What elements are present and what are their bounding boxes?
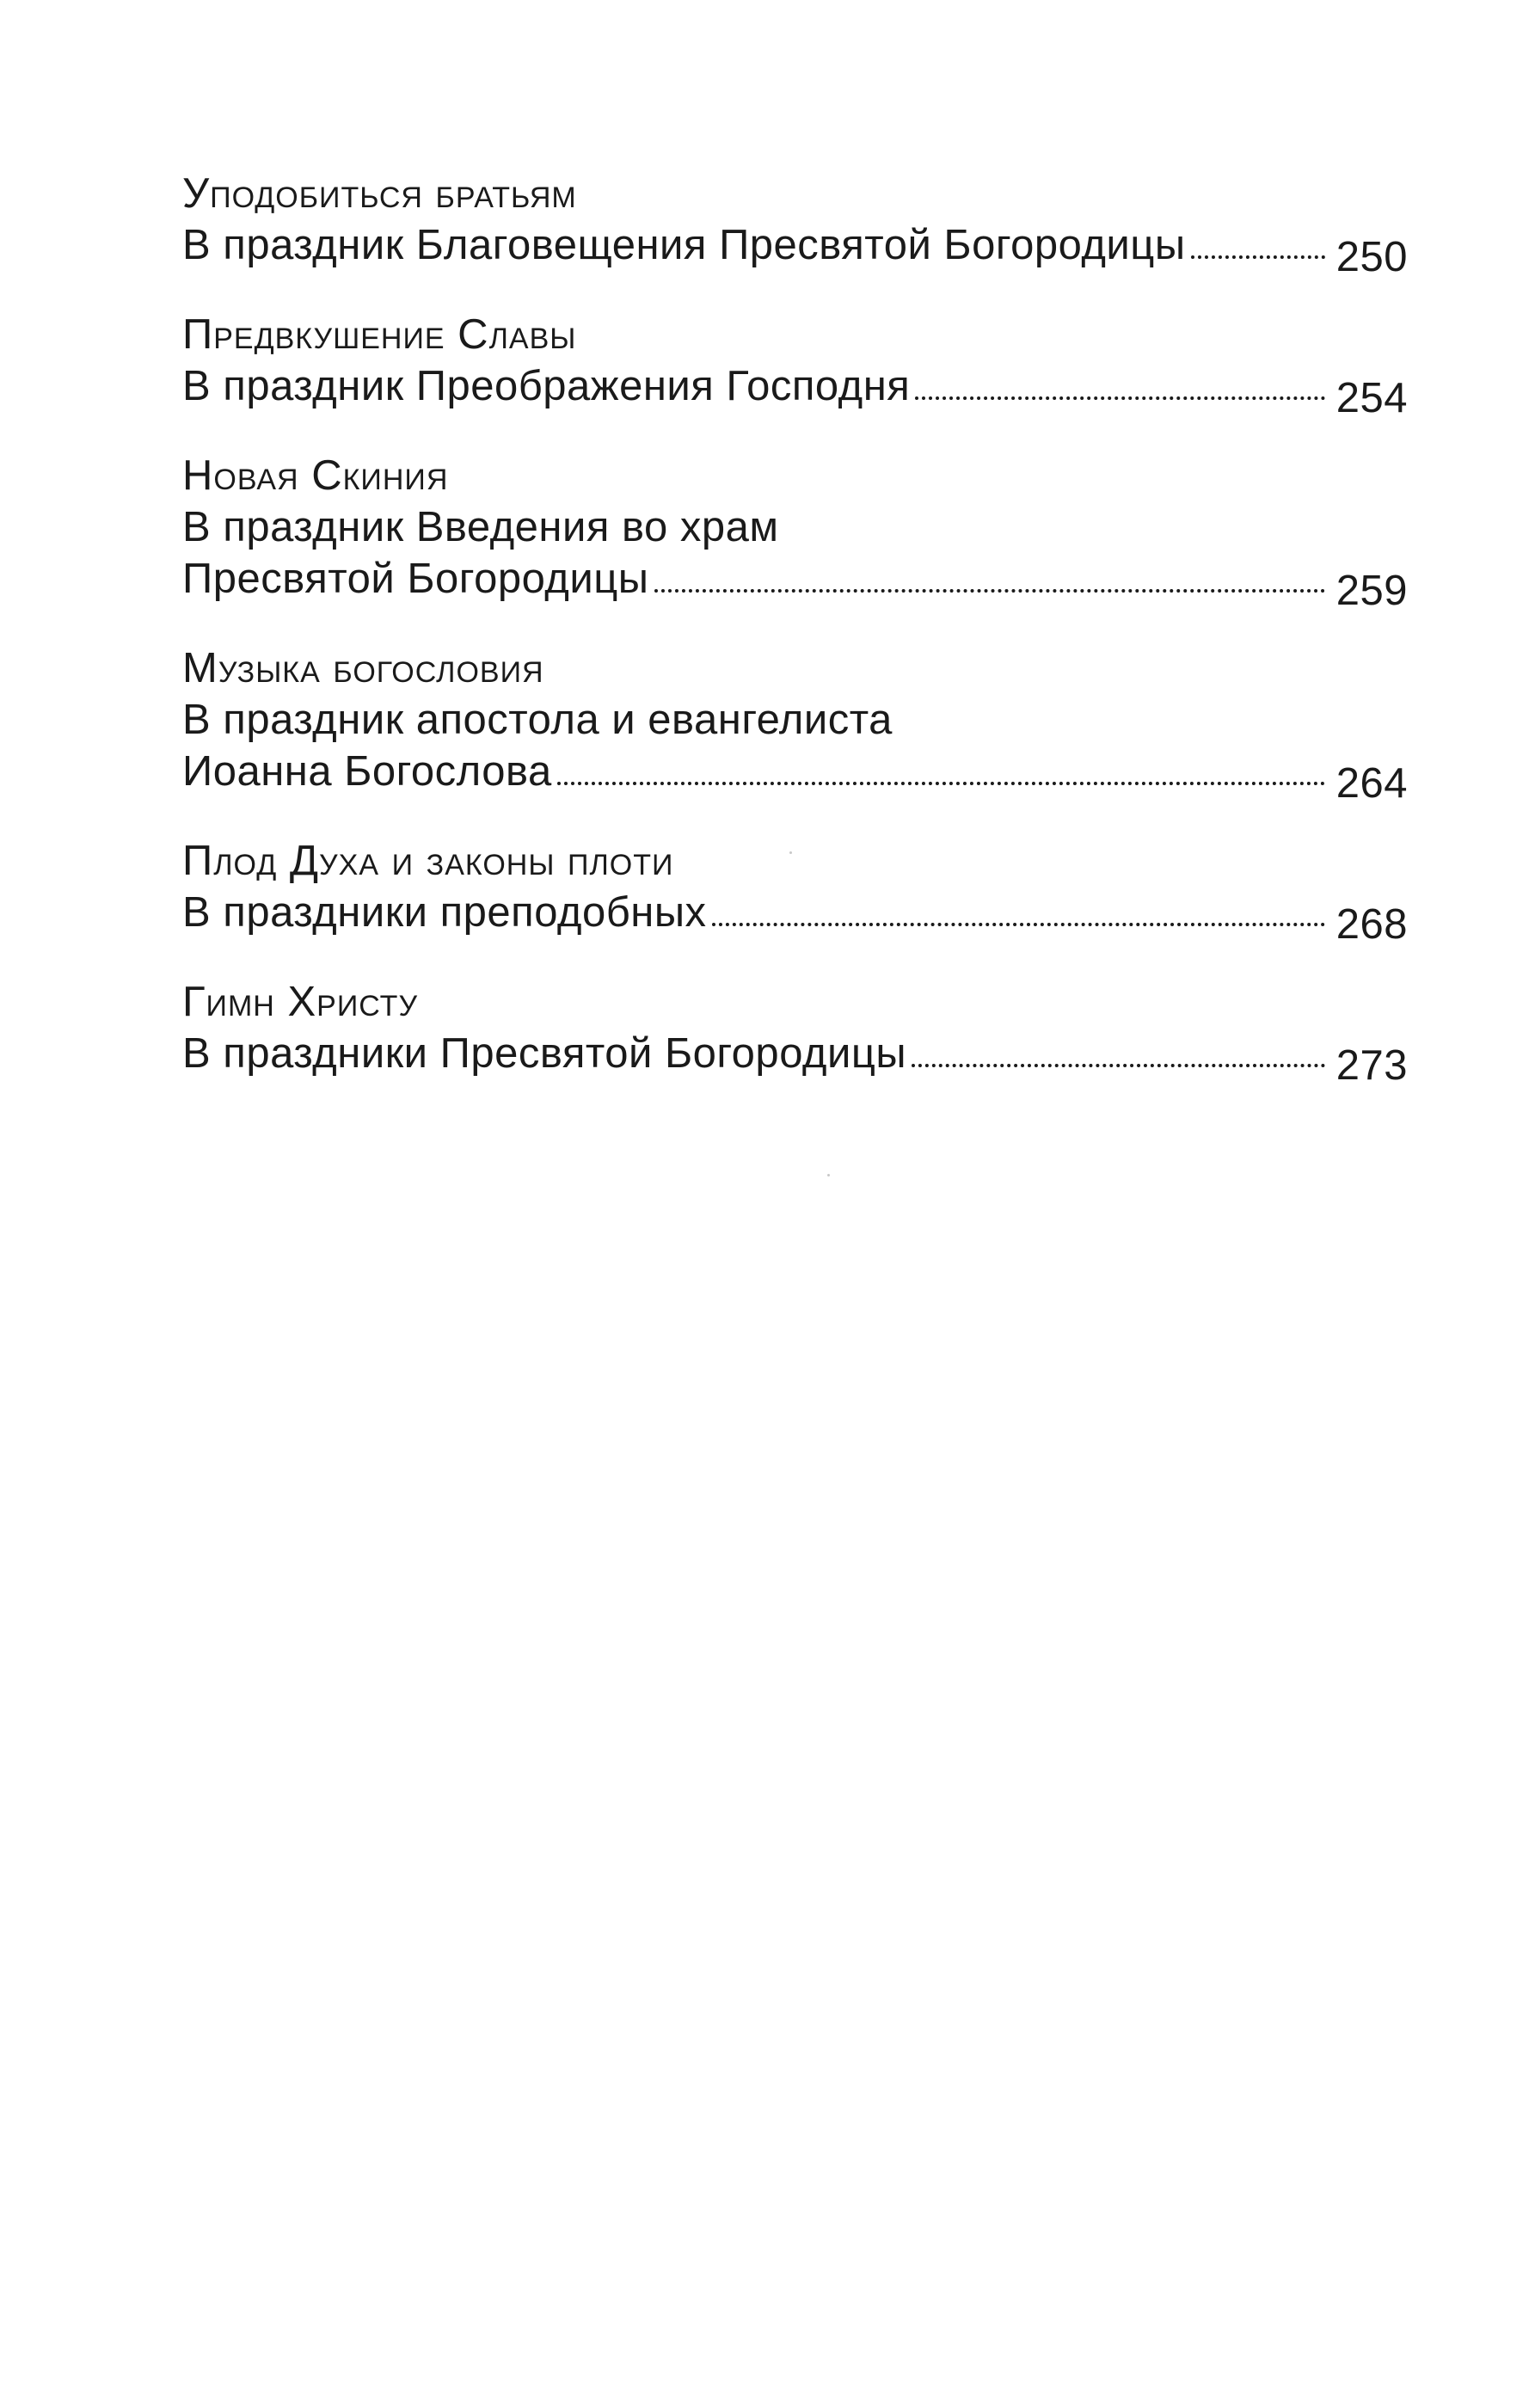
- entry-subtitle: В праздник Преображения Господня: [182, 363, 911, 409]
- page-number: 250: [1335, 234, 1408, 280]
- dot-leader: [915, 396, 1325, 400]
- entry-title: Плод Духа и законы плоти: [182, 838, 674, 884]
- toc-entry: [182, 450, 1408, 614]
- dot-leader: [1191, 255, 1325, 259]
- paper-speck: [789, 851, 792, 854]
- table-of-contents: [182, 168, 1408, 1117]
- entry-leader-line: [182, 746, 1408, 807]
- dot-leader: [654, 588, 1326, 593]
- entry-subtitle: В праздник Благовещения Пресвятой Богородицы: [182, 222, 1186, 268]
- dot-leader: [557, 781, 1325, 785]
- entry-title: Музыка богословия: [182, 645, 544, 691]
- entry-leader-line: [182, 887, 1408, 948]
- entry-title: Новая Скиния: [182, 452, 449, 499]
- entry-leader-line: [182, 219, 1408, 280]
- entry-leader-line: [182, 553, 1408, 614]
- paper-speck: [827, 1174, 830, 1176]
- entry-leader-line: [182, 1028, 1408, 1089]
- page-number: 268: [1335, 901, 1408, 948]
- dot-leader: [912, 1063, 1325, 1067]
- entry-subtitle: В праздники преподобных: [182, 889, 707, 936]
- page-number: 264: [1335, 760, 1408, 807]
- page-number: 254: [1335, 375, 1408, 421]
- page-number: 259: [1335, 568, 1408, 614]
- entry-subtitle: В праздник апостола и евангелиста: [182, 697, 893, 743]
- entry-subtitle: Пресвятой Богородицы: [182, 556, 649, 602]
- entry-title: Предвкушение Славы: [182, 311, 577, 358]
- entry-subtitle: В праздник Введения во храм: [182, 504, 779, 550]
- entry-title: Уподобиться братьям: [182, 170, 577, 217]
- toc-entry: [182, 168, 1408, 280]
- entry-title: Гимн Христу: [182, 979, 419, 1025]
- entry-leader-line: [182, 360, 1408, 421]
- toc-entry: [182, 309, 1408, 421]
- entry-subtitle: Иоанна Богослова: [182, 748, 552, 795]
- page-number: 273: [1335, 1042, 1408, 1089]
- dot-leader: [712, 922, 1325, 926]
- toc-entry: [182, 835, 1408, 948]
- toc-entry: [182, 642, 1408, 807]
- toc-entry: [182, 976, 1408, 1089]
- entry-subtitle: В праздники Пресвятой Богородицы: [182, 1030, 907, 1077]
